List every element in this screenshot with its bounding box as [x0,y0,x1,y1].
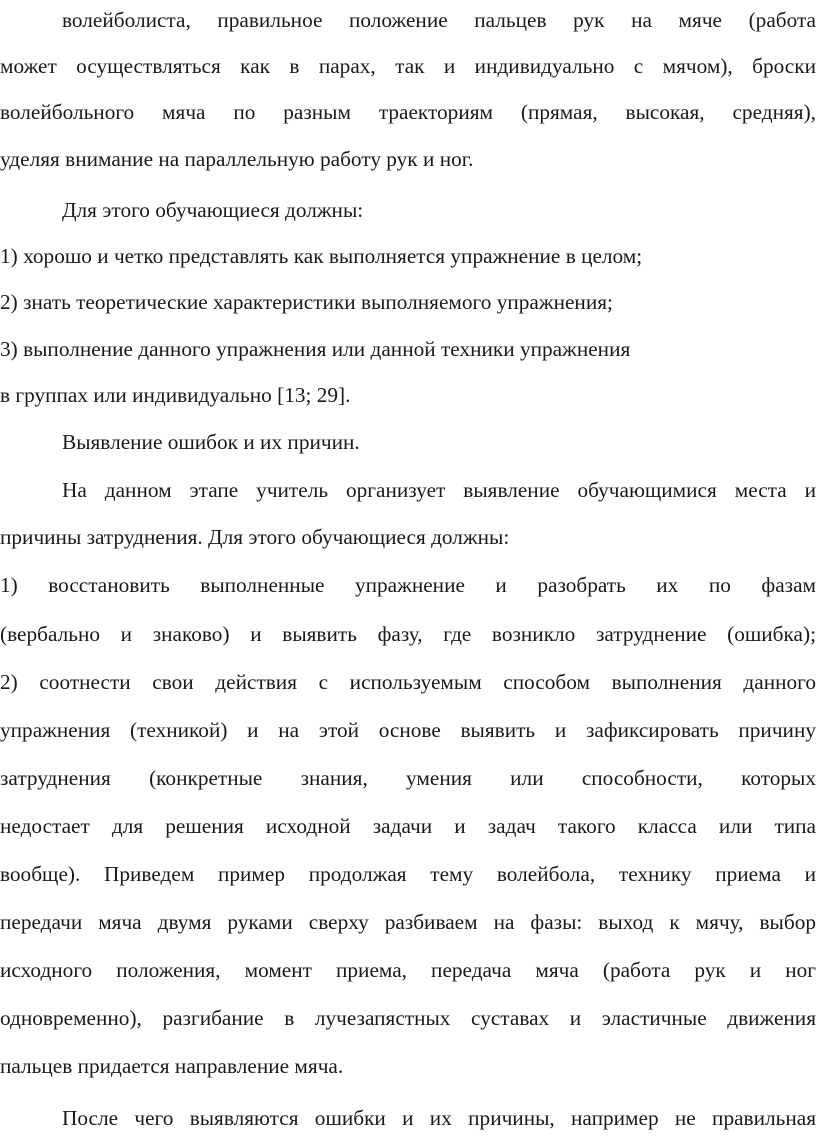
text-line: упражнения (техникой) и на этой основе выявить и зафиксировать причину [0,718,816,742]
list-item: 2) знать теоретические характеристики выполняемого упражнения; [0,290,613,314]
text-line: может осуществляться как в парах, так и индивидуально с мячом), броски [0,54,816,78]
list-item: 2) соотнести свои действия с используемым способом выполнения данного [0,670,816,694]
text-line: затруднения (конкретные знания, умения или способности, которых [0,766,816,790]
text-line: (вербально и знаково) и выявить фазу, где возникло затруднение (ошибка); [0,622,816,646]
text-line: причины затруднения. Для этого обучающиеся должны: [0,525,510,549]
text-line: пальцев придается направление мяча. [0,1054,344,1078]
text-line: недостает для решения исходной задачи и задач такого класса или типа [0,814,816,838]
text-line: исходного положения, момент приема, передача мяча (работа рук и ног [0,958,816,982]
list-item: 1) хорошо и четко представлять как выполняется упражнение в целом; [0,244,643,268]
text-line: После чего выявляются ошибки и их причины, например не правильная [62,1106,816,1130]
list-item: 1) восстановить выполненные упражнение и разобрать их по фазам [0,573,816,597]
text-line: передачи мяча двумя руками сверху разбиваем на фазы: выход к мячу, выбор [0,910,816,934]
section-heading: Выявление ошибок и их причин. [62,430,360,454]
text-line: Для этого обучающиеся должны: [62,198,364,222]
text-line: вообще). Приведем пример продолжая тему волейбола, технику приема и [0,862,816,886]
text-line: волейболиста, правильное положение пальцев рук на мяче (работа [62,8,816,32]
list-item: 3) выполнение данного упражнения или данной техники упражнения [0,337,631,361]
text-line: уделяя внимание на параллельную работу рук и ног. [0,147,474,171]
text-line: На данном этапе учитель организует выявление обучающимися места и [62,478,816,502]
text-line: в группах или индивидуально [13; 29]. [0,383,351,407]
text-line: волейбольного мяча по разным траекториям (прямая, высокая, средняя), [0,100,816,124]
text-line: одновременно), разгибание в лучезапястных суставах и эластичные движения [0,1006,816,1030]
